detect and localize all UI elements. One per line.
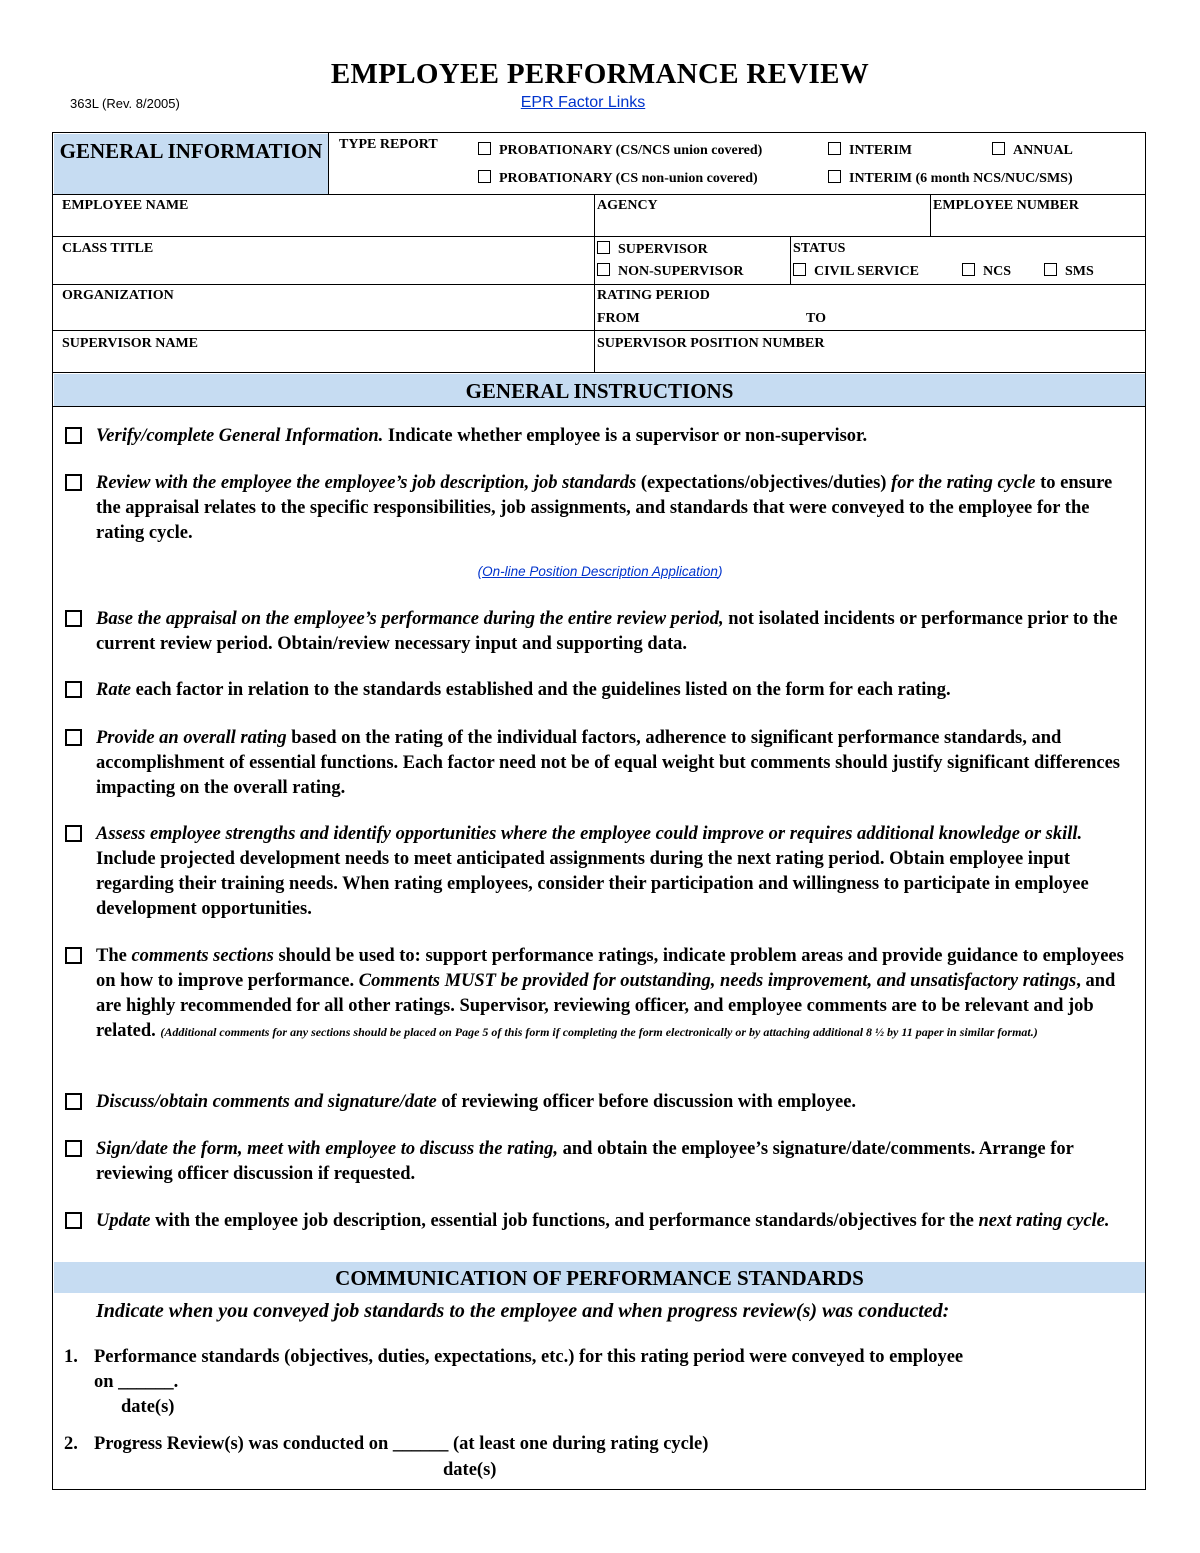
- checkbox[interactable]: [597, 241, 610, 254]
- page-title: EMPLOYEE PERFORMANCE REVIEW: [330, 58, 870, 90]
- option-label: ANNUAL: [1013, 143, 1073, 158]
- divider: [790, 236, 791, 284]
- instruction-item: [60, 471, 1135, 546]
- instruction-emphasis: Rate: [96, 680, 131, 700]
- rating-from-field[interactable]: FROM: [597, 311, 640, 326]
- status-label: STATUS: [793, 241, 846, 256]
- option-prob-union[interactable]: [478, 142, 762, 159]
- option-label: SMS: [1065, 264, 1094, 279]
- instruction-item: [60, 944, 1135, 1045]
- option-label: CIVIL SERVICE: [814, 264, 919, 279]
- non-supervisor-option[interactable]: [597, 263, 744, 280]
- instruction-text: to ensure the appraisal relates to the specific responsibilities, job assignments, and standards that were conveyed to the employee for the rating cycle.: [96, 473, 1113, 543]
- instruction-note: (Additional comments for any sections should be placed on Page 5 of this form if completing the form electronically or by attaching additional 8 ½ by 11 paper in similar format.): [160, 1025, 1038, 1039]
- item-1-text: Performance standards (objectives, duties, expectations, etc.) for this rating period were conveyed to employee: [94, 1347, 964, 1367]
- checkbox[interactable]: [597, 263, 610, 276]
- option-label: SUPERVISOR: [618, 242, 708, 257]
- instruction-item: [60, 678, 1135, 703]
- option-label: NCS: [983, 264, 1012, 279]
- employee-number-field[interactable]: EMPLOYEE NUMBER: [933, 198, 1079, 213]
- instruction-checkbox[interactable]: [65, 610, 82, 627]
- item-1-period: .: [173, 1372, 179, 1392]
- instruction-checkbox[interactable]: [65, 1212, 82, 1229]
- item-2-label: Progress Review(s) was conducted on: [94, 1434, 389, 1454]
- instruction-text: not isolated incidents or performance prior to the current review period. Obtain/review necessary input and supporting data.: [96, 609, 1118, 654]
- option-label: PROBATIONARY (CS/NCS union covered): [499, 143, 763, 158]
- item-1-number: 1.: [64, 1347, 78, 1367]
- checkbox[interactable]: [828, 142, 841, 155]
- communication-prompt: Indicate when you conveyed job standards to the employee and when progress review(s) was conducted:: [96, 1300, 950, 1322]
- option-label: INTERIM: [849, 143, 913, 158]
- item-1-on: [94, 1370, 178, 1395]
- instruction-text: (expectations/objectives/duties): [636, 473, 892, 493]
- option-interim-6[interactable]: [828, 170, 1073, 187]
- item-2-number: 2.: [64, 1434, 78, 1454]
- instruction-text: , and are highly recommended for all other ratings. Supervisor, reviewing officer, and employee comments are to be relevant and job related.: [96, 971, 1116, 1041]
- ncs-option[interactable]: [962, 263, 1011, 280]
- position-description-link[interactable]: (On-line Position Description Application): [477, 564, 723, 579]
- instruction-text: and obtain the employee’s signature/date/comments. Arrange for reviewing officer discussion if requested.: [96, 1139, 1074, 1184]
- checkbox[interactable]: [793, 263, 806, 276]
- instruction-checkbox[interactable]: [65, 427, 82, 444]
- instruction-emphasis: comments sections: [131, 946, 274, 966]
- option-label: NON-SUPERVISOR: [618, 264, 744, 279]
- option-prob-nonunion[interactable]: [478, 170, 758, 187]
- instruction-text: Include projected development needs to meet anticipated assignments during the next rating period. Obtain employee input regarding their training needs. When rating employees, consider their participation and willingness to participate in employee development opportunities.: [96, 849, 1089, 919]
- checkbox[interactable]: [962, 263, 975, 276]
- divider: [594, 194, 595, 372]
- epr-factor-links[interactable]: [0, 94, 1200, 112]
- instruction-checkbox[interactable]: [65, 825, 82, 842]
- item-2-note: (at least one during rating cycle): [453, 1434, 709, 1454]
- option-interim[interactable]: [828, 142, 912, 159]
- option-label: PROBATIONARY (CS non-union covered): [499, 171, 758, 186]
- divider: [53, 194, 1146, 195]
- instruction-checkbox[interactable]: [65, 729, 82, 746]
- employee-name-field[interactable]: EMPLOYEE NAME: [62, 198, 189, 213]
- supervisor-position-number-field[interactable]: SUPERVISOR POSITION NUMBER: [597, 336, 825, 351]
- checkbox[interactable]: [992, 142, 1005, 155]
- instruction-item: [60, 726, 1135, 801]
- communication-heading: COMMUNICATION OF PERFORMANCE STANDARDS: [54, 1262, 1145, 1293]
- divider: [53, 406, 1146, 407]
- instruction-emphasis: Assess employee strengths and identify opportunities where the employee could improve or requires additional knowledge or skill.: [96, 824, 1083, 844]
- instruction-emphasis: Update: [96, 1211, 151, 1231]
- instruction-text: Indicate whether employee is a supervisor or non-supervisor.: [383, 426, 868, 446]
- supervisor-option[interactable]: [597, 241, 708, 258]
- rating-to-field[interactable]: TO: [806, 311, 826, 326]
- instruction-emphasis: Verify/complete General Information.: [96, 426, 384, 446]
- instruction-emphasis: next rating cycle.: [978, 1211, 1110, 1231]
- instruction-checkbox[interactable]: [65, 681, 82, 698]
- option-annual[interactable]: [992, 142, 1073, 159]
- item-2-date-caption: date(s): [443, 1460, 497, 1480]
- instruction-emphasis: Provide an overall rating: [96, 728, 287, 748]
- item-2-date-field[interactable]: ______: [392, 1434, 449, 1454]
- instruction-text: of reviewing officer before discussion with employee.: [436, 1092, 857, 1112]
- instruction-text: based on the rating of the individual factors, adherence to significant performance standards, and accomplishment of essential functions. Each factor need not be of equal weight but comments should justify significant differences impacting on the overall rating.: [96, 728, 1120, 798]
- class-title-field[interactable]: CLASS TITLE: [62, 241, 154, 256]
- supervisor-name-field[interactable]: SUPERVISOR NAME: [62, 336, 199, 351]
- sms-option[interactable]: [1044, 263, 1094, 280]
- organization-field[interactable]: ORGANIZATION: [62, 288, 174, 303]
- instruction-item: [60, 1209, 1135, 1234]
- instruction-emphasis: Base the appraisal on the employee’s performance during the entire review period,: [96, 609, 724, 629]
- checkbox[interactable]: [478, 170, 491, 183]
- instruction-item: [60, 822, 1135, 922]
- instruction-item: [60, 424, 1135, 449]
- instruction-emphasis: Discuss/obtain comments and signature/date: [96, 1092, 437, 1112]
- item-1-date-caption: date(s): [121, 1397, 175, 1417]
- item-2-text: [94, 1432, 708, 1457]
- instruction-text: should be used to: support performance ratings, indicate problem areas and provide guidance to employees on how to improve performance.: [96, 946, 1124, 991]
- instruction-item: [60, 1137, 1135, 1187]
- option-label: INTERIM (6 month NCS/NUC/SMS): [849, 171, 1073, 186]
- instruction-checkbox[interactable]: [65, 1140, 82, 1157]
- civil-service-option[interactable]: [793, 263, 919, 280]
- checkbox[interactable]: [1044, 263, 1057, 276]
- form-number: 363L (Rev. 8/2005): [70, 96, 180, 111]
- instruction-item: [60, 607, 1135, 657]
- instruction-checkbox[interactable]: [65, 474, 82, 491]
- instruction-text: each factor in relation to the standards established and the guidelines listed on the form for each rating.: [130, 680, 951, 700]
- instruction-text: The: [96, 946, 132, 966]
- divider: [53, 330, 1146, 331]
- instruction-emphasis: Sign/date the form, meet with employee to discuss the rating,: [96, 1139, 558, 1159]
- item-1-date-field[interactable]: ______: [118, 1372, 174, 1392]
- instruction-emphasis: for the rating cycle: [891, 473, 1036, 493]
- type-report-label: TYPE REPORT: [339, 137, 438, 152]
- instruction-emphasis: Comments MUST be provided for outstanding, needs improvement, and unsatisfactory ratings: [358, 971, 1077, 991]
- divider: [53, 372, 1146, 373]
- general-instructions-heading: GENERAL INSTRUCTIONS: [54, 374, 1145, 406]
- rating-period-label: RATING PERIOD: [597, 288, 710, 303]
- general-info-heading: GENERAL INFORMATION: [54, 134, 328, 194]
- checkbox[interactable]: [828, 170, 841, 183]
- divider: [930, 194, 931, 236]
- instruction-checkbox[interactable]: [65, 947, 82, 964]
- item-1-on-label: on: [94, 1372, 114, 1392]
- instruction-checkbox[interactable]: [65, 1093, 82, 1110]
- divider: [53, 236, 1146, 237]
- instruction-emphasis: Review with the employee the employee’s job description, job standards: [96, 473, 637, 493]
- agency-field[interactable]: AGENCY: [597, 198, 658, 213]
- position-description-link-label[interactable]: On-line Position Description Application: [482, 564, 718, 579]
- instruction-text: with the employee job description, essential job functions, and performance standards/objectives for the: [150, 1211, 979, 1231]
- epr-factor-links-label[interactable]: EPR Factor Links: [520, 94, 646, 111]
- instruction-item: [60, 1090, 1135, 1115]
- divider: [328, 133, 329, 195]
- checkbox[interactable]: [478, 142, 491, 155]
- divider: [53, 284, 1146, 285]
